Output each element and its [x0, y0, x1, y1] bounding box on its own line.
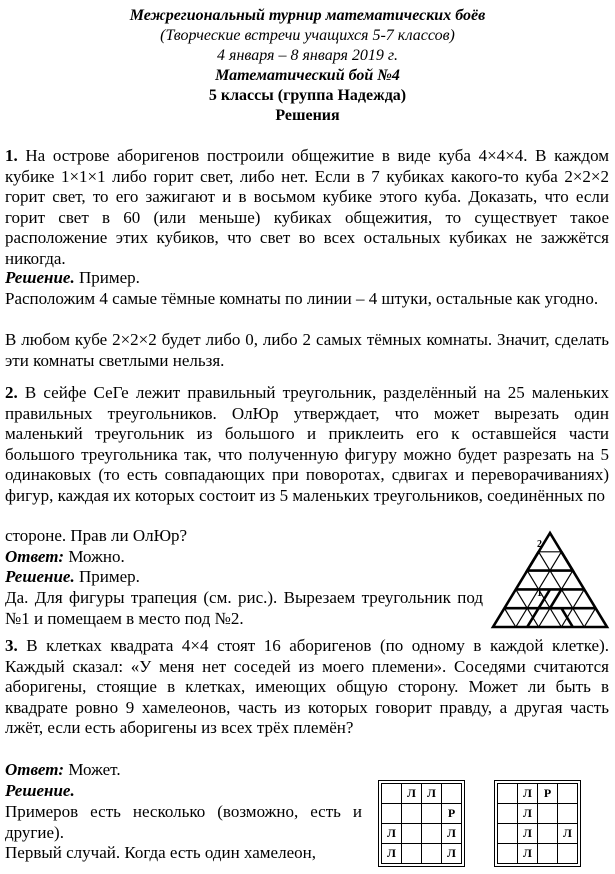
- problem-2-solution-intro: Пример.: [78, 567, 140, 586]
- grid-cell: Л: [518, 824, 538, 844]
- grid-cell: [422, 824, 442, 844]
- problem-2-statement-tail: стороне. Прав ли ОлЮр?: [5, 526, 188, 545]
- problem-2-solution-label-line: [5, 567, 483, 588]
- problem-1-text: На острове аборигенов построили общежитие в виде куба 4×4×4. В каждом кубике 1×1×1 либо горит свет, либо нет. Если в 7 кубиках какого-то куба 2×2×2 горит свет, то его зажигают и в восьмом кубике этого куба. Доказать, что если горит свет в 60 (или меньше) кубиках общежития, то существует такое расположение этих кубиков, что свет во всех остальных кубиках не зажжётся никогда.: [5, 146, 610, 268]
- grid-cell: Л: [518, 844, 538, 864]
- grid-row: [498, 804, 578, 824]
- grid-cell: [498, 844, 518, 864]
- grid-cell: Л: [518, 804, 538, 824]
- problem-2-answer-label: Ответ:: [5, 547, 65, 566]
- problem-3-number: 3.: [5, 636, 18, 655]
- grid-cell: [538, 844, 558, 864]
- problem-2-answer: Можно.: [68, 547, 125, 566]
- triangle-label-1: 1: [537, 588, 542, 599]
- grid-row: [498, 844, 578, 864]
- problem-3-statement: [5, 636, 609, 739]
- problem-3-text: В клетках квадрата 4×4 стоят 16 аборигенов (по одному в каждой клетке). Каждый сказал: «У меня нет соседей из моего племени». Соседями считаются аборигены, стоящие в клетках, имеющих общую сторону. Может ли быть в квадрате ровно 9 хамелеонов, часть из которых говорит правду, а другая часть лжёт, если есть аборигены из всех трёх племён?: [5, 636, 609, 737]
- problem-3-answer-label: Ответ:: [5, 760, 65, 779]
- grid-cell: Л: [382, 844, 402, 864]
- aborigines-grid-2: [494, 780, 581, 867]
- solutions-title: Решения: [275, 107, 340, 124]
- grid-cell: Л: [402, 784, 422, 804]
- problem-2-text: В сейфе СеГе лежит правильный треугольник, разделённый на 25 маленьких правильных треугольников. ОлЮр утверждает, что может вырезать один маленький треугольник из большого и приклеить его к оставшейся части большого треугольника так, что полученную фигуру можно будет разрезать на 5 одинаковых (то есть совпадающих при поворотах, сдвигах и переворачиваниях) фигур, каждая их которых состоит из 5 маленьких треугольников, соединённых по: [5, 383, 609, 505]
- grid-cell: [498, 784, 518, 804]
- problem-3-solution-para-1: Примеров есть несколько (возможно, есть и другие).: [5, 802, 362, 842]
- problem-2-number: 2.: [5, 383, 18, 402]
- problem-1-number: 1.: [5, 146, 18, 165]
- problem-3-answer: Может.: [68, 760, 121, 779]
- problem-2-solution-label: Решение.: [5, 567, 75, 586]
- grid-cell: [538, 804, 558, 824]
- grid-cell: [498, 824, 518, 844]
- grid-cell: [558, 784, 578, 804]
- problem-1-solution-para-1: Расположим 4 самые тёмные комнаты по линии – 4 штуки, остальные как угодно.: [5, 289, 599, 308]
- grid-row: [382, 824, 462, 844]
- grid-cell: [558, 804, 578, 824]
- grid-cell: Л: [442, 824, 462, 844]
- problem-1-statement: [5, 146, 609, 269]
- problem-3-answer-line: [5, 760, 609, 781]
- problem-2-solution-text: Да. Для фигуры трапеция (см. рис.). Вырезаем треугольник под №1 и помещаем в место под №2.: [5, 588, 483, 628]
- grid-cell: [558, 844, 578, 864]
- grid-cell: [382, 784, 402, 804]
- grid-row: [382, 804, 462, 824]
- grid-row: [382, 784, 462, 804]
- grid-cell: Л: [442, 844, 462, 864]
- grid-cell: [422, 804, 442, 824]
- tournament-subtitle: (Творческие встречи учащихся 5-7 классов): [160, 27, 455, 44]
- grid-row: [382, 844, 462, 864]
- triangle-trapezoid-figure: [490, 530, 612, 630]
- problem-3-solution-para-2: Первый случай. Когда есть один хамелеон,: [5, 843, 316, 862]
- group-title: 5 классы (группа Надежда): [208, 87, 407, 104]
- grid-cell: [402, 824, 422, 844]
- problem-1-solution-label: Решение.: [5, 268, 75, 287]
- grid-cell: [442, 784, 462, 804]
- grid-cell: Р: [442, 804, 462, 824]
- triangle-label-2: 2: [537, 539, 542, 550]
- battle-title: Математический бой №4: [215, 67, 400, 84]
- grid-cell: Л: [518, 784, 538, 804]
- grid-cell: [382, 804, 402, 824]
- grid-cell: Р: [538, 784, 558, 804]
- grid-cell: Л: [422, 784, 442, 804]
- problem-3-solution-label: Решение.: [5, 781, 75, 800]
- problem-2-answer-line: [5, 547, 483, 568]
- grid-cell: [538, 824, 558, 844]
- grid-row: [498, 824, 578, 844]
- tournament-dates: 4 января – 8 января 2019 г.: [217, 47, 398, 64]
- grid-cell: [402, 844, 422, 864]
- aborigines-grid-1: [378, 780, 465, 867]
- problem-1-solution-intro: Пример.: [78, 268, 140, 287]
- problem-1-solution-label-line: [5, 268, 609, 289]
- problem-2-statement: [5, 383, 609, 506]
- grid-cell: Л: [558, 824, 578, 844]
- grid-cell: [498, 804, 518, 824]
- grid-cell: Л: [382, 824, 402, 844]
- problem-1-solution-para-2: В любом кубе 2×2×2 будет либо 0, либо 2 самых тёмных комнаты. Значит, сделать эти комнаты светлыми нельзя.: [5, 330, 609, 370]
- tournament-title: Межрегиональный турнир математических боёв: [129, 7, 486, 24]
- grid-cell: [402, 804, 422, 824]
- grid-row: [498, 784, 578, 804]
- grid-cell: [422, 844, 442, 864]
